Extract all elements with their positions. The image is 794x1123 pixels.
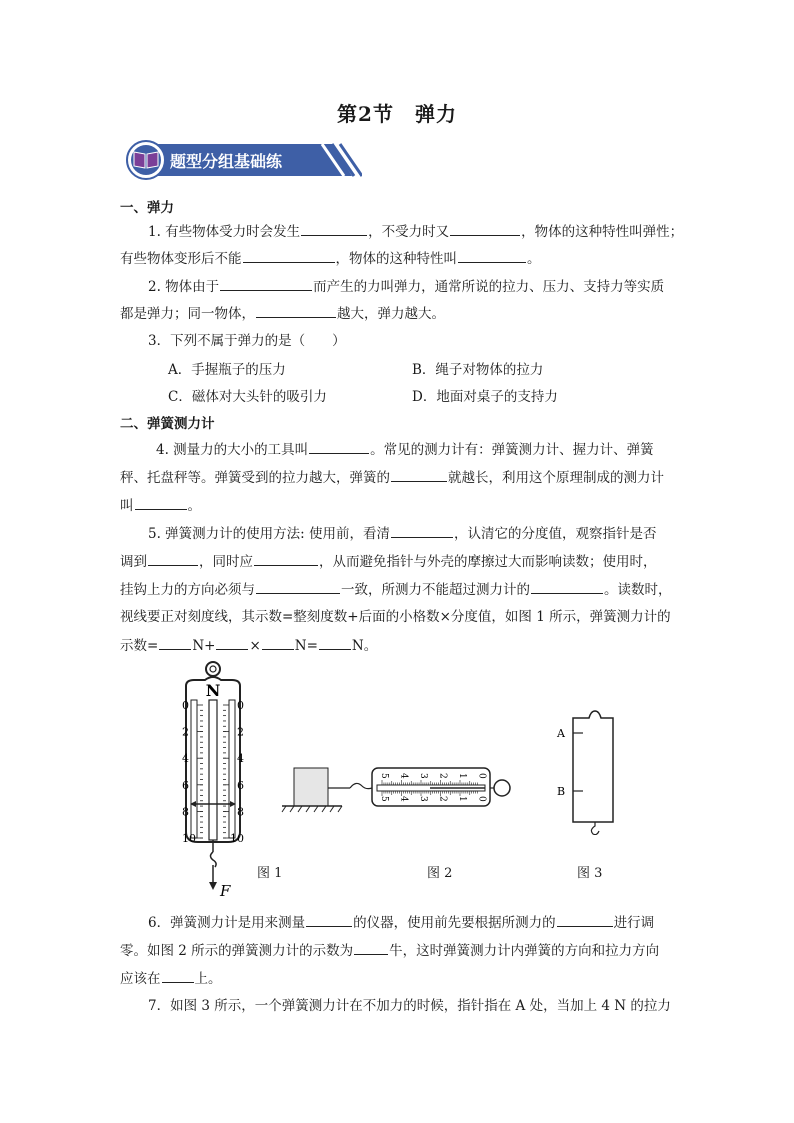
scale-label-left: 4 [182, 752, 189, 766]
option-a[interactable]: A．手握瓶子的压力 [168, 362, 286, 378]
scale-label-right: 10 [230, 832, 244, 845]
mark-a: A [557, 727, 565, 740]
figure-2-spring-scale [280, 760, 520, 816]
question-6-line-3: 应该在 上。 [120, 968, 680, 989]
answer-blank[interactable] [256, 303, 336, 318]
scale-label-bottom: 4 [398, 796, 409, 802]
answer-blank[interactable] [391, 467, 447, 482]
scale-label-top: 3 [418, 773, 428, 779]
answer-blank[interactable] [309, 439, 369, 454]
scale-label-right: 2 [237, 725, 244, 739]
unit-label: N [205, 681, 221, 700]
scale-label-top: 2 [437, 773, 448, 779]
answer-blank[interactable] [148, 551, 198, 566]
section-heading-elasticity: 一、弹力 [120, 200, 174, 216]
answer-blank[interactable] [306, 912, 352, 927]
question-2-line-2: 都是弹力；同一物体， 越大，弹力越大。 [120, 303, 680, 324]
question-4-line-2: 秤、托盘秤等。弹簧受到的拉力越大，弹簧的 就越长，利用这个原理制成的测力计 [120, 467, 680, 488]
option-b[interactable]: B．绳子对物体的拉力 [412, 362, 544, 378]
scale-label-left: 6 [182, 778, 189, 792]
answer-blank[interactable] [254, 551, 318, 566]
scale-label-top: 0 [476, 773, 487, 779]
scale-label-right: 0 [237, 699, 244, 712]
scale-label-right: 8 [237, 805, 244, 819]
figure-3-caption: 图 3 [577, 866, 603, 881]
scale-label-top: 4 [398, 773, 409, 779]
question-1-line-2: 有些物体变形后不能 ，物体的这种特性叫 。 [120, 248, 680, 269]
question-2-line-1: 2. 物体由于 而产生的力叫弹力，通常所说的拉力、压力、支持力等实质 [148, 276, 708, 297]
answer-blank[interactable] [557, 912, 613, 927]
answer-blank[interactable] [301, 221, 367, 236]
answer-blank[interactable] [354, 940, 388, 955]
mark-b: B [557, 785, 566, 798]
scale-label-left: 10 [182, 832, 196, 845]
option-d[interactable]: D．地面对桌子的支持力 [412, 389, 558, 405]
answer-blank[interactable] [450, 221, 520, 236]
answer-blank[interactable] [162, 968, 194, 983]
page-title: 第2节 弹力 [337, 102, 457, 126]
question-4-line-1: 4. 测量力的大小的工具叫 。常见的测力计有：弹簧测力计、握力计、弹簧 [156, 439, 716, 460]
banner-label: 题型分组基础练 [170, 152, 283, 171]
force-label: F [220, 882, 231, 900]
scale-label-left: 0 [182, 699, 189, 712]
answer-blank[interactable] [531, 579, 603, 594]
scale-label-bottom: 2 [437, 796, 448, 802]
scale-label-bottom: 1 [457, 796, 467, 802]
scale-label-top: 5 [379, 773, 389, 779]
scale-label-left: 2 [182, 725, 189, 739]
scale-label-right: 6 [237, 778, 244, 792]
answer-blank[interactable] [220, 276, 312, 291]
answer-blank[interactable] [458, 248, 526, 263]
figure-1-caption: 图 1 [257, 866, 283, 881]
scale-label-bottom: 3 [418, 796, 428, 802]
answer-blank[interactable] [262, 635, 294, 650]
question-6-line-1: 6．弹簧测力计是用来测量 的仪器，使用前先要根据所测力的 进行调 [148, 912, 708, 933]
scale-label-top: 1 [457, 773, 467, 779]
section-heading-spring-scale: 二、弹簧测力计 [120, 416, 215, 432]
answer-blank[interactable] [319, 635, 351, 650]
question-5-line-5: 示数= N+ × N= N。 [120, 635, 680, 656]
question-6-line-2: 零。如图 2 所示的弹簧测力计的示数为 牛，这时弹簧测力计内弹簧的方向和拉力方向 [120, 940, 680, 961]
question-5-line-2: 调到 ，同时应 ，从而避免指针与外壳的摩擦过大而影响读数；使用时， [120, 551, 680, 572]
question-4-line-3: 叫 。 [120, 495, 680, 516]
figure-2-caption: 图 2 [427, 866, 453, 881]
question-7-line-1: 7．如图 3 所示，一个弹簧测力计在不加力的时候，指针指在 A 处，当加上 4 N 的拉力 [148, 998, 671, 1014]
scale-label-right: 4 [237, 752, 244, 766]
scale-label-left: 8 [182, 805, 189, 819]
answer-blank[interactable] [159, 635, 191, 650]
question-1-line-1: 1. 有些物体受力时会发生 ，不受力时又 ，物体的这种特性叫弹性； [148, 221, 708, 242]
scale-label-bottom: 0 [476, 796, 487, 802]
answer-blank[interactable] [216, 635, 248, 650]
figure-3-spring-scale [555, 710, 615, 835]
question-5-line-3: 挂钩上力的方向必须与 一致，所测力不能超过测力计的 。读数时， [120, 579, 680, 600]
figure-1-spring-scale [178, 660, 248, 900]
answer-blank[interactable] [243, 248, 335, 263]
option-c[interactable]: C．磁体对大头针的吸引力 [168, 389, 327, 405]
scale-label-bottom: 5 [379, 796, 389, 802]
answer-blank[interactable] [391, 523, 453, 538]
question-3-stem: 3．下列不属于弹力的是（ ） [148, 333, 346, 349]
question-5-line-4: 视线要正对刻度线，其示数=整刻度数+后面的小格数×分度值，如图 1 所示，弹簧测力计的 [120, 609, 671, 625]
question-5-line-1: 5. 弹簧测力计的使用方法: 使用前，看清 ，认清它的分度值，观察指针是否 [148, 523, 708, 544]
answer-blank[interactable] [256, 579, 340, 594]
answer-blank[interactable] [135, 495, 187, 510]
